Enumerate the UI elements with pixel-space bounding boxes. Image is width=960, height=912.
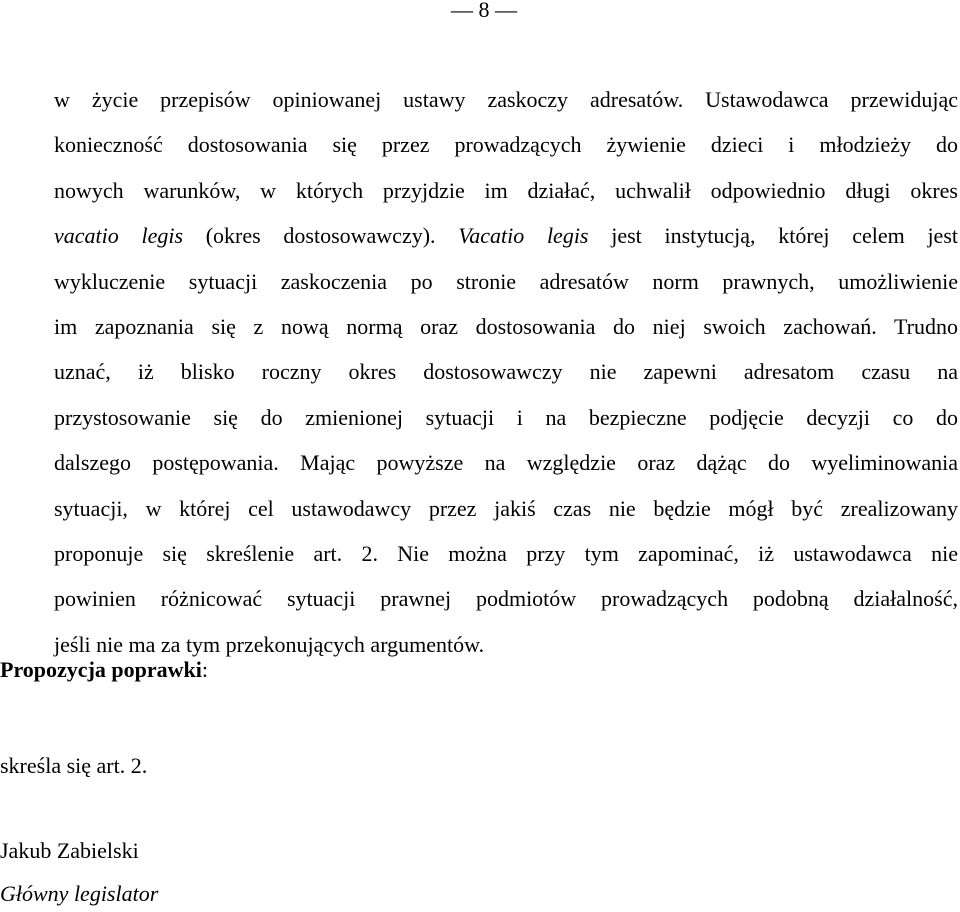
paragraph-line: [54, 122, 958, 167]
line-text: w życie przepisów opiniowanej ustawy zaskoczy adresatów. Ustawodawca przewidując: [54, 87, 958, 112]
paragraph-line: [54, 440, 958, 485]
line-text: proponuje się skreślenie art. 2. Nie można przy tym zapominać, iż ustawodawca nie: [54, 540, 958, 566]
proposal-heading-text: Propozycja poprawki: [0, 657, 202, 682]
body-paragraph: [54, 77, 958, 667]
paragraph-line: [54, 349, 958, 394]
signer-name: Jakub Zabielski: [0, 838, 139, 863]
line-text: powinien różnicować sytuacji prawnej podmiotów prowadzących podobną działalność,: [54, 586, 958, 612]
line-text: nowych warunków, w których przyjdzie im działać, uchwalił odpowiednio długi okres: [54, 177, 958, 203]
amendment-text: skreśla się art. 2.: [0, 753, 148, 778]
line-text: im zapoznania się z nową normą oraz dostosowania do niej swoich zachowań. Trudno: [54, 313, 958, 339]
line-text: wykluczenie sytuacji zaskoczenia po stronie adresatów norm prawnych, umożliwienie: [54, 268, 958, 294]
line-text: przystosowanie się do zmienionej sytuacji i na bezpieczne podjęcie decyzji co do: [54, 404, 958, 430]
line-text: konieczność dostosowania się przez prowadzących żywienie dzieci i młodzieży do: [54, 132, 958, 158]
paragraph-line: [54, 213, 958, 258]
line-text: jeśli nie ma za tym przekonujących argumentów.: [54, 631, 485, 657]
latin-term: Vacatio legis: [458, 223, 589, 249]
paragraph-line: [54, 395, 958, 440]
paragraph-line: [54, 531, 958, 576]
paragraph-line: [54, 259, 958, 304]
line-text: uznać, iż blisko roczny okres dostosowawczy nie zapewni adresatom czasu na: [54, 359, 958, 385]
paragraph-line: [54, 304, 958, 349]
line-text: sytuacji, w której cel ustawodawcy przez jakiś czas nie będzie mógł być zrealizowany: [54, 495, 958, 521]
page-number: — 8 —: [451, 0, 517, 22]
line-text: jest instytucją, której celem jest: [588, 223, 958, 249]
latin-term: vacatio legis: [54, 223, 184, 249]
line-text: (okres dostosowawczy).: [183, 223, 459, 249]
line-text: dalszego postępowania. Mając powyższe na względzie oraz dążąc do wyeliminowania: [54, 450, 958, 476]
paragraph-line: [54, 77, 958, 122]
proposal-heading-colon: :: [201, 657, 208, 682]
signer-role: Główny legislator: [0, 881, 159, 906]
paragraph-line: [54, 168, 958, 213]
proposal-heading: [0, 652, 208, 688]
paragraph-line: [54, 576, 958, 621]
paragraph-line: [54, 486, 958, 531]
